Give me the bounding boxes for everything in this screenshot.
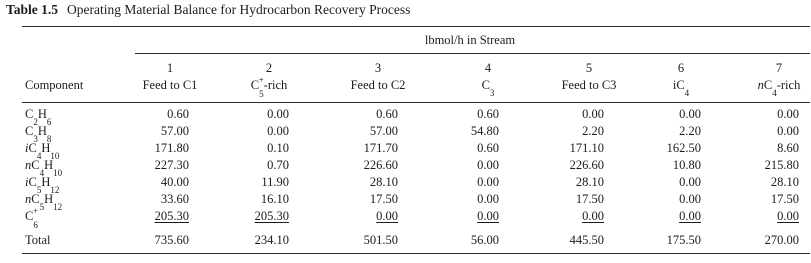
spanner-rule xyxy=(135,53,810,54)
table-cell: 57.00 xyxy=(160,124,189,138)
table-cell: 0.00 xyxy=(477,175,499,189)
table-caption xyxy=(6,1,410,19)
table-cell: 16.10 xyxy=(260,192,289,206)
table-cell: 205.30 xyxy=(254,209,289,223)
stream-name: Feed to C2 xyxy=(350,78,406,92)
table-cell: 226.60 xyxy=(363,158,398,172)
table-cell: 171.10 xyxy=(569,141,604,155)
table-cell: 0.00 xyxy=(777,124,799,138)
component-c3h8: $C_3H_8$ xyxy=(25,124,52,144)
table-cell: 0.70 xyxy=(267,158,289,172)
component-nc5h12: $nC_5H_{12}$ xyxy=(25,192,63,212)
table-title: Operating Material Balance for Hydrocarbon Recovery Process xyxy=(67,2,411,17)
table-cell: 501.50 xyxy=(363,233,398,247)
component-c2h6: $C_2H_6$ xyxy=(25,107,52,127)
table-cell: 215.80 xyxy=(764,158,799,172)
table-cell: 57.00 xyxy=(369,124,398,138)
table-cell: 175.50 xyxy=(666,233,701,247)
table-cell: 0.00 xyxy=(267,124,289,138)
stream-span-label: lbmol/h in Stream xyxy=(424,33,516,47)
table-cell: 0.60 xyxy=(167,107,189,121)
table-number: Table 1.5 xyxy=(6,2,59,17)
table-cell: 205.30 xyxy=(154,209,189,223)
table-cell: 8.60 xyxy=(777,141,799,155)
table-cell: 0.60 xyxy=(477,107,499,121)
component-total: Total xyxy=(25,233,51,247)
table-cell: 735.60 xyxy=(154,233,189,247)
table-cell: 0.00 xyxy=(477,192,499,206)
component-nc4h10: $nC_4H_{10}$ xyxy=(25,158,63,178)
stream-number: 6 xyxy=(677,61,685,75)
stream-name: $C_5^+$-rich xyxy=(250,74,288,99)
table-cell: 445.50 xyxy=(569,233,604,247)
stream-name: $iC_4$ xyxy=(672,78,690,98)
table-cell: 0.00 xyxy=(376,209,398,223)
table-cell: 0.00 xyxy=(777,209,799,223)
component-header: Component xyxy=(25,78,84,92)
table-cell: 234.10 xyxy=(254,233,289,247)
table-cell: 54.80 xyxy=(470,124,499,138)
table-cell: 0.00 xyxy=(582,209,604,223)
component-c6plus: $C_6^+$ xyxy=(25,205,38,230)
table-cell: 40.00 xyxy=(160,175,189,189)
table-cell: 227.30 xyxy=(154,158,189,172)
component-ic5h12: $iC_5H_{12}$ xyxy=(25,175,60,195)
bottom-rule xyxy=(22,253,810,254)
table-cell: 17.50 xyxy=(369,192,398,206)
table-cell: 0.00 xyxy=(679,175,701,189)
table-cell: 0.60 xyxy=(477,141,499,155)
stream-name: Feed to C3 xyxy=(561,78,617,92)
stream-name: Feed to C1 xyxy=(142,78,198,92)
table-cell: 270.00 xyxy=(764,233,799,247)
table-cell: 0.00 xyxy=(679,107,701,121)
table-cell: 28.10 xyxy=(575,175,604,189)
table-cell: 171.80 xyxy=(154,141,189,155)
stream-name: $nC_4$-rich xyxy=(757,78,801,98)
component-ic4h10: $iC_4H_{10}$ xyxy=(25,141,60,161)
table-cell: 0.10 xyxy=(267,141,289,155)
top-rule xyxy=(22,26,810,27)
table-cell: 0.00 xyxy=(777,107,799,121)
table-cell: 33.60 xyxy=(160,192,189,206)
table-cell: 0.00 xyxy=(477,158,499,172)
table-cell: 10.80 xyxy=(672,158,701,172)
header-rule xyxy=(22,102,810,103)
stream-number: 5 xyxy=(585,61,593,75)
table-cell: 17.50 xyxy=(575,192,604,206)
table-cell: 11.90 xyxy=(261,175,289,189)
table-cell: 0.00 xyxy=(477,209,499,223)
table-cell: 226.60 xyxy=(569,158,604,172)
table-cell: 0.00 xyxy=(679,192,701,206)
stream-number: 2 xyxy=(265,61,273,75)
stream-number: 7 xyxy=(775,61,783,75)
table-cell: 2.20 xyxy=(582,124,604,138)
table-cell: 28.10 xyxy=(369,175,398,189)
table-cell: 0.00 xyxy=(679,209,701,223)
stream-number: 1 xyxy=(166,61,174,75)
table-cell: 28.10 xyxy=(770,175,799,189)
stream-number: 4 xyxy=(484,61,492,75)
table-cell: 0.60 xyxy=(376,107,398,121)
table-cell: 2.20 xyxy=(679,124,701,138)
table-cell: 17.50 xyxy=(770,192,799,206)
table-cell: 162.50 xyxy=(666,141,701,155)
stream-name: $C_3$ xyxy=(481,78,495,98)
table-cell: 0.00 xyxy=(582,107,604,121)
stream-number: 3 xyxy=(374,61,382,75)
table-cell: 0.00 xyxy=(267,107,289,121)
table-cell: 171.70 xyxy=(363,141,398,155)
table-cell: 56.00 xyxy=(470,233,499,247)
